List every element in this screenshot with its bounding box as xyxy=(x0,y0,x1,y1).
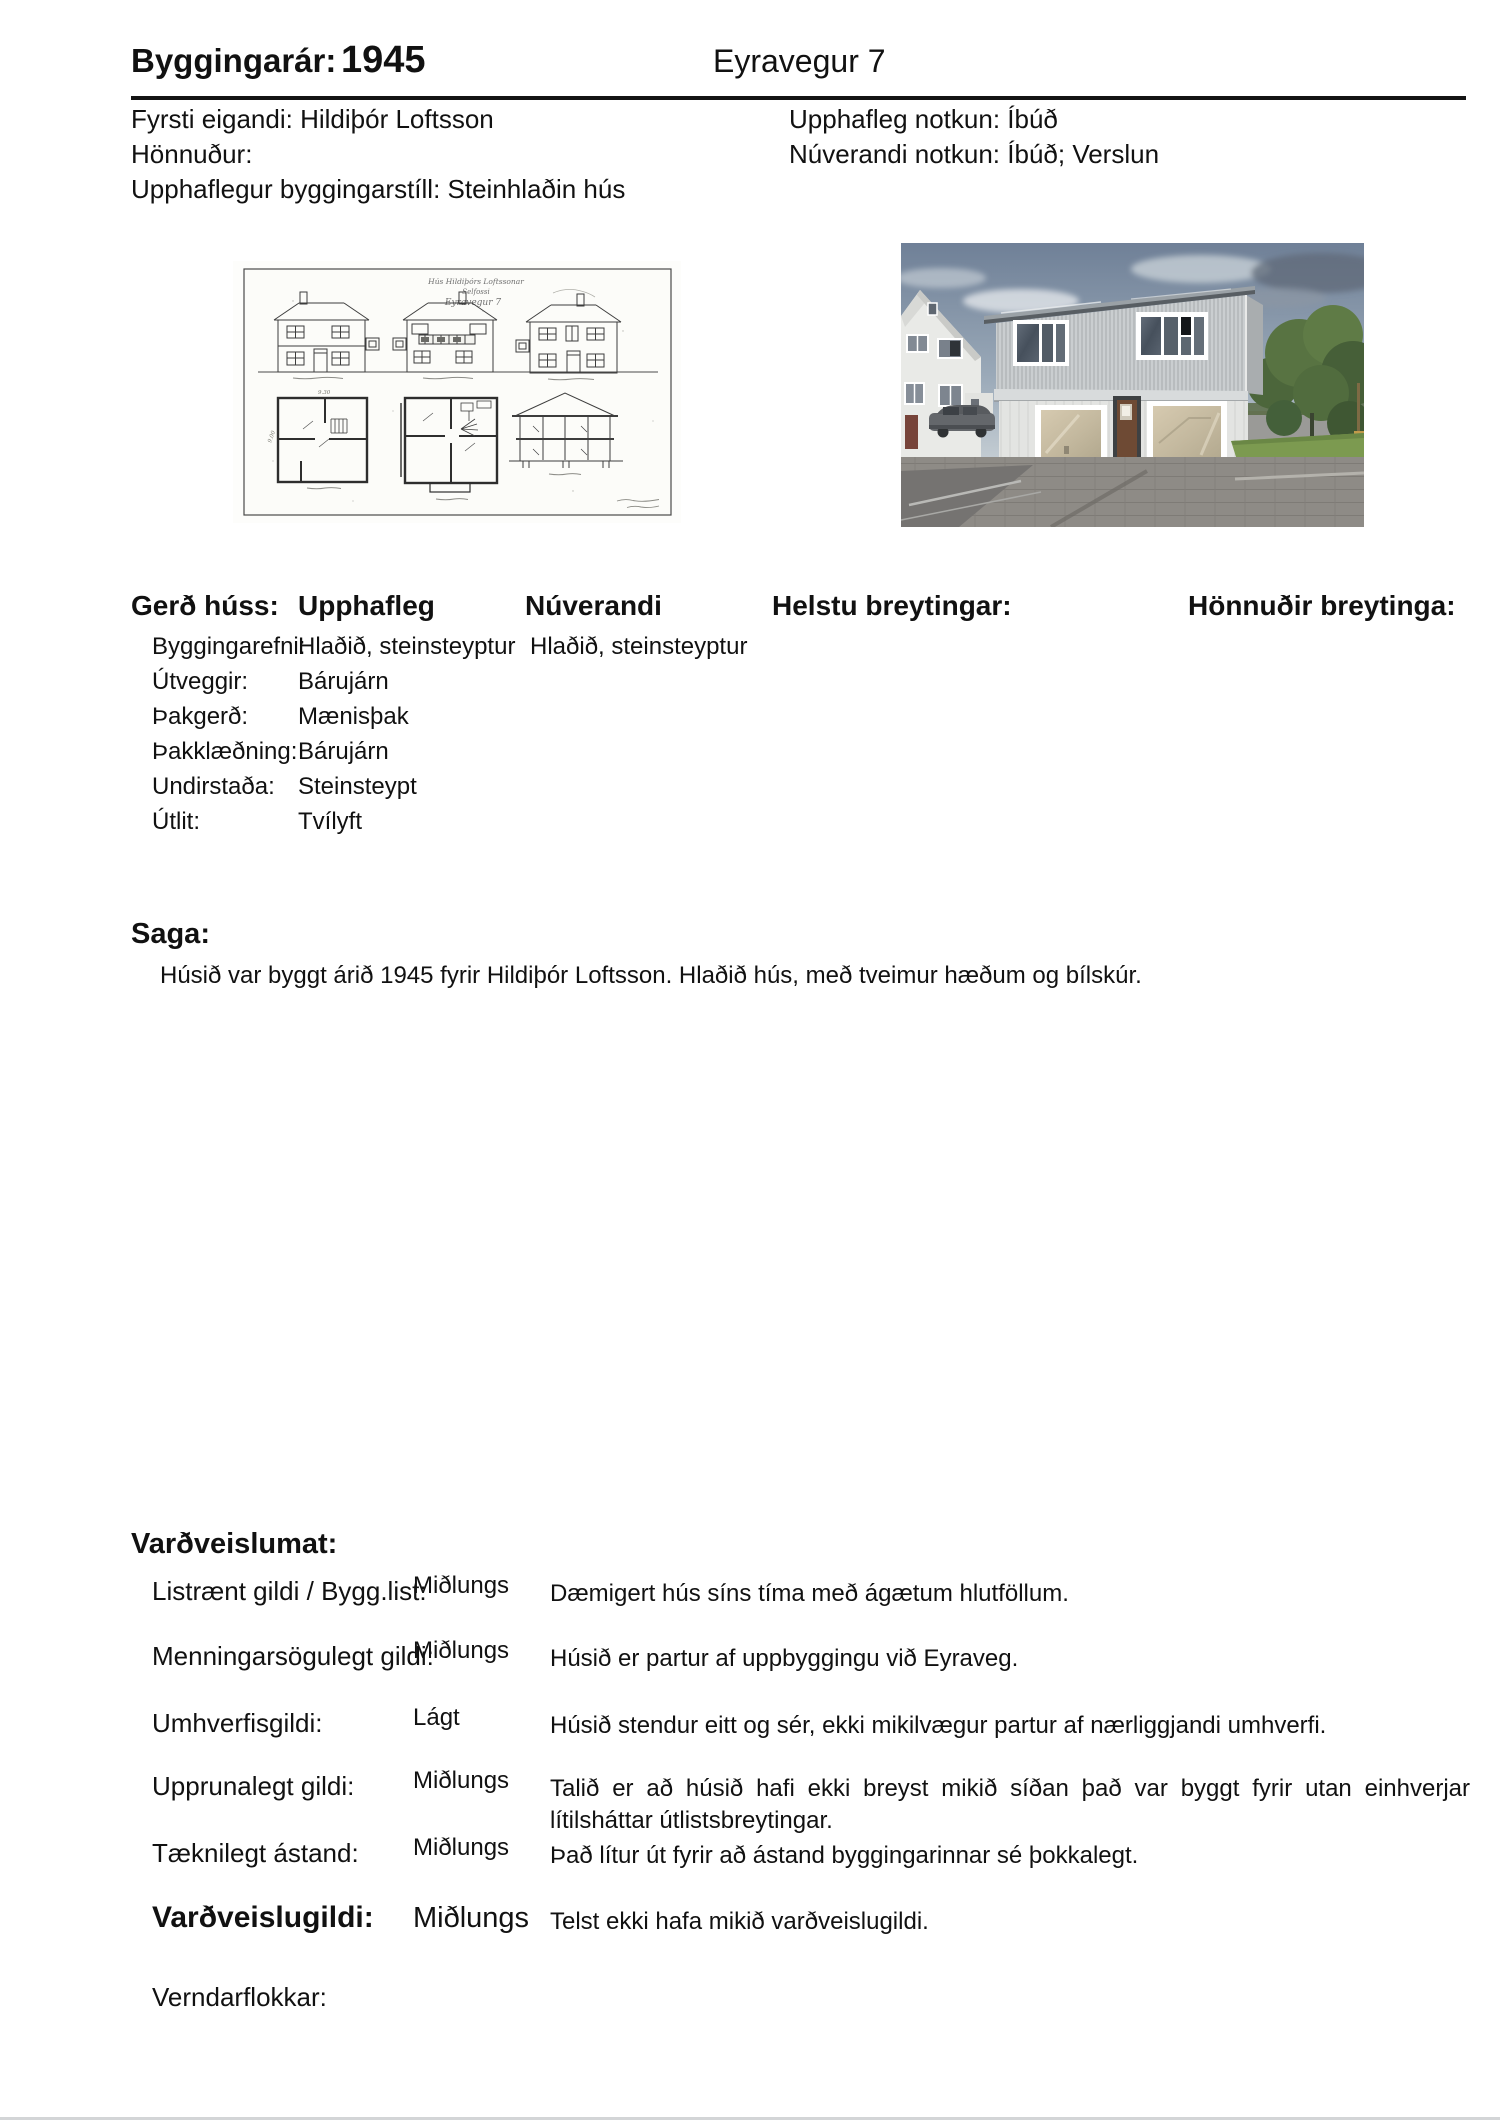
row-original: Mænisþak xyxy=(298,703,409,730)
original-use-value: Íbúð xyxy=(1007,104,1058,134)
assessment-label: Menningarsögulegt gildi: xyxy=(152,1641,434,1671)
row-label: Útveggir: xyxy=(152,668,249,695)
saga-title: Saga: xyxy=(131,918,210,950)
row-original: Hlaðið, steinsteyptur xyxy=(298,633,516,660)
current-use-label: Núverandi notkun: xyxy=(789,139,1001,169)
row-original: Bárujárn xyxy=(298,668,389,695)
saga-text: Húsið var byggt árið 1945 fyrir Hildiþór Loftsson. Hlaðið hús, með tveimur hæðum og bílskúr. xyxy=(160,962,1142,989)
summary-label: Varðveislugildi: xyxy=(152,1901,374,1934)
house-type-title: Gerð húss: xyxy=(131,590,279,621)
svg-text:9.30: 9.30 xyxy=(318,390,331,396)
assessment-rating: Miðlungs xyxy=(413,1637,510,1664)
original-style-label: Upphaflegur byggingarstíll: xyxy=(131,174,441,204)
original-use-line xyxy=(789,104,1058,135)
assessment-rating: Miðlungs xyxy=(413,1834,510,1861)
assessment-description: Húsið er partur af uppbyggingu við Eyraveg. xyxy=(550,1645,1019,1672)
assessment-label: Tæknilegt ástand: xyxy=(152,1838,359,1868)
summary-description: Telst ekki hafa mikið varðveislugildi. xyxy=(550,1908,929,1935)
current-use-value: Íbúð; Verslun xyxy=(1007,139,1160,169)
row-current: Hlaðið, steinsteyptur xyxy=(530,633,748,660)
drawing-title-line3: Eyravegur 7 xyxy=(444,298,502,308)
assessment-description: Það lítur út fyrir að ástand byggingarinnar sé þokkalegt. xyxy=(550,1842,1139,1869)
address-title: Eyravegur 7 xyxy=(713,43,886,79)
drawing-title-line1: Hús Hildiþórs Loftssonar xyxy=(428,277,524,286)
assessment-description: Talið er að húsið hafi ekki breyst mikið síðan það var byggt fyrir utan einhverjar lítilsháttar útlistsbreytingar. xyxy=(550,1775,1470,1834)
first-owner-line xyxy=(131,104,494,135)
designer-line xyxy=(131,139,252,170)
col-designers: Hönnuðir breytinga: xyxy=(1188,590,1456,621)
architectural-drawing xyxy=(233,261,681,523)
house-photo xyxy=(901,243,1364,527)
col-changes: Helstu breytingar: xyxy=(772,590,1012,621)
assessment-rating: Miðlungs xyxy=(413,1572,510,1599)
assessment-rating: Lágt xyxy=(413,1704,460,1731)
row-label: Þakgerð: xyxy=(152,703,249,730)
row-label: Undirstaða: xyxy=(152,773,275,800)
assessment-label: Listrænt gildi / Bygg.list: xyxy=(152,1576,427,1606)
first-owner-label: Fyrsti eigandi: xyxy=(131,104,293,134)
svg-text:9.00: 9.00 xyxy=(267,430,278,444)
original-style-value: Steinhlaðin hús xyxy=(447,174,626,204)
row-label: Byggingarefni: xyxy=(152,633,306,660)
build-year-value: 1945 xyxy=(341,39,426,81)
summary-rating: Miðlungs xyxy=(413,1902,530,1934)
assessment-label: Upprunalegt gildi: xyxy=(152,1771,355,1801)
assessment-label: Umhverfisgildi: xyxy=(152,1708,323,1738)
assessment-description: Húsið stendur eitt og sér, ekki mikilvægur partur af nærliggjandi umhverfi. xyxy=(550,1712,1327,1739)
designer-label: Hönnuður: xyxy=(131,139,253,169)
main-building xyxy=(984,286,1263,476)
row-original: Tvílyft xyxy=(298,808,362,835)
row-original: Bárujárn xyxy=(298,738,389,765)
assessment-rating: Miðlungs xyxy=(413,1767,510,1794)
first-owner-value: Hildiþór Loftsson xyxy=(300,104,494,134)
row-label: Útlit: xyxy=(152,808,200,835)
assessment-title: Varðveislumat: xyxy=(131,1528,338,1560)
original-use-label: Upphafleg notkun: xyxy=(789,104,1001,134)
header-divider xyxy=(131,96,1466,100)
col-original: Upphafleg xyxy=(298,590,435,621)
original-style-line xyxy=(131,174,625,205)
protection-class-label: Verndarflokkar: xyxy=(152,1982,327,2012)
page-bottom-border xyxy=(0,2117,1500,2120)
assessment-description: Dæmigert hús síns tíma með ágætum hlutföllum. xyxy=(550,1580,1069,1607)
row-original: Steinsteypt xyxy=(298,773,417,800)
build-year-label: Byggingarár: xyxy=(131,42,337,79)
col-current: Núverandi xyxy=(525,590,662,621)
current-use-line xyxy=(789,139,1159,170)
drawing-title-line2: Selfossi xyxy=(462,288,490,296)
row-label: Þakklæðning: xyxy=(152,738,298,765)
